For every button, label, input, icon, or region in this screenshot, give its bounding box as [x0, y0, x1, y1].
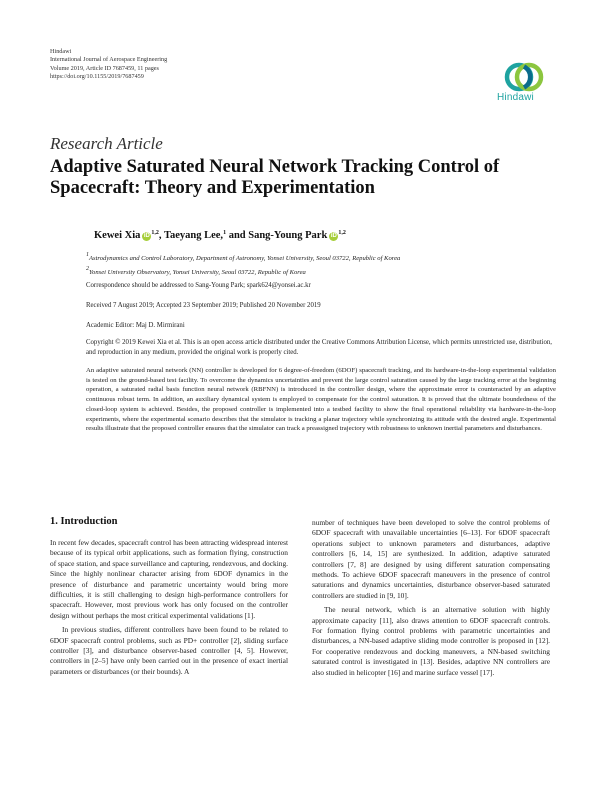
- orcid-icon[interactable]: iD: [143, 233, 150, 239]
- paper-title: Adaptive Saturated Neural Network Tracking Control of Spacecraft: Theory and Experimentation: [50, 157, 500, 198]
- article-type: Research Article: [50, 134, 163, 153]
- academic-editor: Academic Editor: Maj D. Mirmirani: [86, 322, 185, 329]
- publication-dates: Received 7 August 2019; Accepted 23 September 2019; Published 20 November 2019: [86, 302, 321, 309]
- journal-doi[interactable]: https://doi.org/10.1155/2019/7687459: [50, 73, 144, 81]
- section-heading: 1. Introduction: [50, 516, 118, 527]
- right-column: [312, 518, 550, 678]
- author-name[interactable]: Taeyang Lee,: [163, 230, 224, 241]
- paragraph: number of techniques have been developed to solve the control problems of 6DOF spacecraft with unavailable uncertainties [6–13]. For 6DOF spacecraft operations subject to unknown parameters and disturbances, adaptive controllers [6, 14, 15] are synthesized. In addition, adaptive saturated controllers [7, 8] are designed by using different saturation compensating methods. To achieve 6DOF spacecraft maneuvers in the presence of control saturations and dynamics uncertainties, disturbance observer-based saturated controllers are studied in [9, 10].: [312, 518, 550, 600]
- left-column: [50, 538, 288, 677]
- correspondence: Correspondence should be addressed to Sang-Young Park; spark624@yonsei.ac.kr: [86, 282, 311, 289]
- hindawi-logo-wordmark: Hindawi: [497, 92, 534, 103]
- paragraph: In previous studies, different controllers have been found to be related to 6DOF spacecraft control problems, such as PD+ controller [2], sliding surface controller [3], and disturbance observer-based controller [4, 5]. However, controllers in [2–5] have only been carried out in the presence of exact inertial parameters or disturbances (or their bounds). A: [50, 625, 288, 676]
- author-affil-sup: 1,2: [151, 230, 159, 236]
- affiliation: $^1$Astrodynamics and Control Laboratory, Department of Astronomy, Yonsei University, Seoul 03722, Republic of Korea: [86, 252, 401, 262]
- orcid-icon[interactable]: iD: [330, 233, 337, 239]
- affiliation: $^2$Yonsei University Observatory, Yonsei University, Seoul 03722, Republic of Korea: [86, 266, 306, 276]
- paragraph: In recent few decades, spacecraft control has been attracting widespread interest because of its typical orbit applications, such as formation flying, construction of space station, and space surveillance and capturing, rendezvous, and docking. Since the highly nonlinear character arising from 6DOF dynamics in the presence of disturbance and parametric uncertainty would bring more difficulties, it is still challenging to design high-performance controllers for spacecraft. However, most previous work has only focused on the controller design without perhaps the most critical experimental validations [1].: [50, 538, 288, 620]
- author-name[interactable]: and Sang-Young Park: [228, 230, 328, 241]
- author-name[interactable]: Kewei Xia: [94, 230, 141, 241]
- journal-name: International Journal of Aerospace Engineering: [50, 56, 168, 64]
- affiliations: [86, 250, 556, 278]
- journal-volume: Volume 2019, Article ID 7687459, 11 pages: [50, 64, 159, 72]
- journal-header: [50, 48, 370, 82]
- author-list: Kewei Xia iD $^{1,2}$, Taeyang Lee,$^1$ and Sang-Young Park iD $^{1,2}$: [94, 230, 346, 241]
- copyright-notice: Copyright © 2019 Kewei Xia et al. This is an open access article distributed under the Creative Commons Attribution License, which permits unrestricted use, distribution, and reproduction in any medium, provided the original work is properly cited.: [86, 339, 552, 356]
- paragraph: The neural network, which is an alternative solution with highly approximate capacity [11], also draws attention to 6DOF spacecraft controls. For formation flying control problems with parametric uncertainties and disturbances, a NN-based adaptive sliding mode controller is proposed in [12]. For cooperative rendezvous and docking maneuvers, a NN-based switching saturated control is investigated in [13]. Besides, adaptive NN controllers are also studied in helicopter [16] and marine surface vessel [17].: [312, 605, 550, 677]
- author-affil-sup: 1: [223, 230, 227, 236]
- author-affil-sup: 1,2: [338, 230, 346, 236]
- abstract: An adaptive saturated neural network (NN) controller is developed for 6 degree-of-freedom (6DOF) spacecraft tracking, and its hardware-in-the-loop experimental validation is tested on the ground-based test facility. To overcome the dynamics uncertainties and prevent the large control saturation caused by the large tracking error at the beginning operation, a saturated radial basis function neural network (RBFNN) is introduced in the controller design, where the approximate error is counteracted by an adaptive continuous robust term. In addition, an auxiliary dynamical system is employed to compensate for the control saturation. It is proved that the ultimate boundedness of the closed-loop system is achieved. Besides, the proposed controller is implemented into a testbed facility to show the final operational reliability via hardware-in-the-loop experiments, where the experimental scenario describes that the simulator is tracking a planar trajectory while synchronizing its attitude with the desired angle. Experimental results illustrate that the proposed controller ensures that the simulator can track a preassigned trajectory with robustness to unknown inertial parameters and disturbances.: [86, 367, 556, 433]
- publisher-name: Hindawi: [50, 48, 72, 55]
